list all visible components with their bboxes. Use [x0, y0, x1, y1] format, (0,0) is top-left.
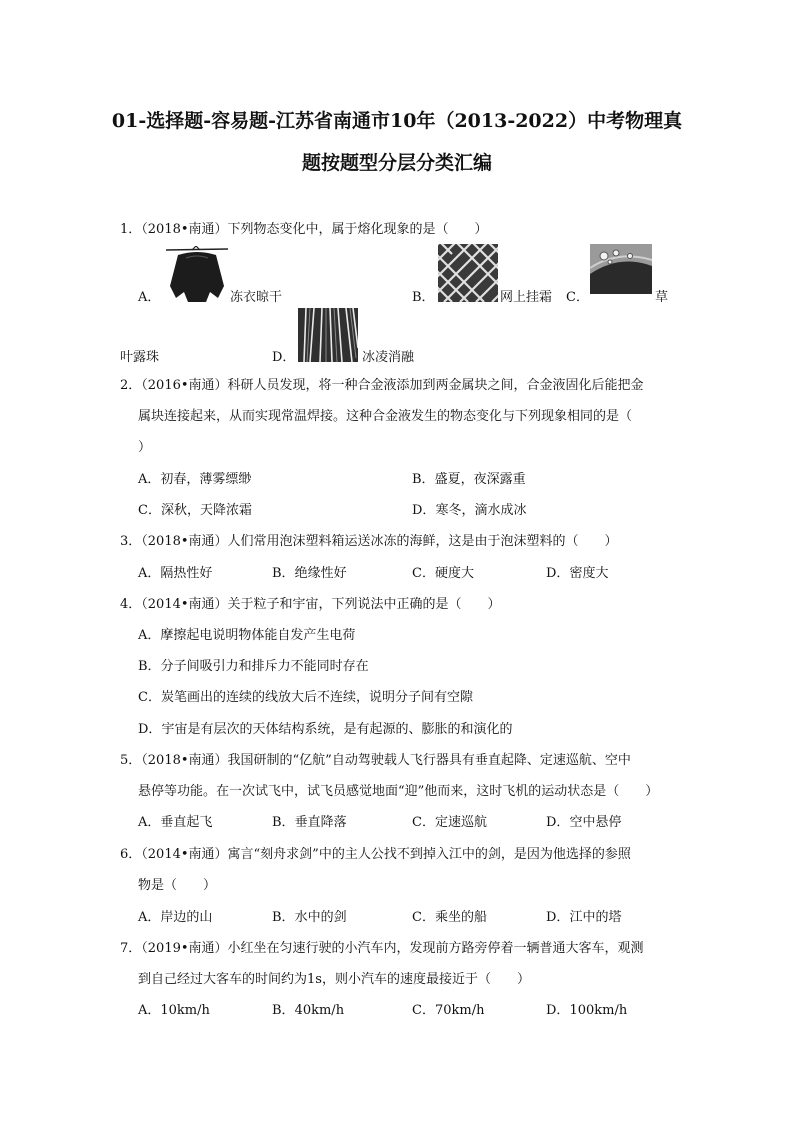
question-1-option-a-text: 冻衣晾干: [230, 290, 283, 305]
question-3-option-c: C．硬度大: [412, 566, 474, 581]
frost-net-image: [438, 244, 498, 302]
question-6-option-c: C．乘坐的船: [412, 910, 487, 925]
question-7-option-b: B．40km/h: [272, 1003, 345, 1018]
question-7-option-c: C．70km/h: [412, 1003, 485, 1018]
question-5-option-b: B．垂直降落: [272, 815, 347, 830]
question-6-stem-line-2: 物是（ ）: [138, 878, 217, 893]
question-1-option-c-text: 草: [655, 290, 669, 305]
question-3-option-a: A．隔热性好: [138, 566, 213, 581]
question-1-option-d-letter: D．: [272, 350, 296, 365]
question-4-option-b: B．分子间吸引力和排斥力不能同时存在: [138, 659, 369, 674]
question-7-stem-line-2: 到自己经过大客车的时间约为1s，则小汽车的速度最接近于（ ）: [138, 972, 530, 987]
question-6-option-d: D．江中的塔: [546, 910, 622, 925]
question-1-option-c-letter: C．: [566, 290, 589, 305]
question-5-option-c: C．定速巡航: [412, 815, 487, 830]
question-2-option-a: A．初春，薄雾缥缈: [138, 472, 252, 487]
question-1-option-a-letter: A．: [138, 290, 161, 305]
question-3-stem: 3．（2018•南通）人们常用泡沫塑料箱运送冰冻的海鲜，这是由于泡沫塑料的（ ）: [120, 534, 618, 549]
question-1-option-b-letter: B．: [412, 290, 435, 305]
question-1-option-b-text: 网上挂霜: [500, 290, 553, 305]
document-title-line-2: 题按题型分层分类汇编: [301, 152, 492, 174]
question-1-option-d-text: 冰凌消融: [362, 350, 415, 365]
question-6-option-a: A．岸边的山: [138, 910, 213, 925]
question-7-stem-line-1: 7．（2019•南通）小红坐在匀速行驶的小汽车内，发现前方路旁停着一辆普通大客车，观测: [120, 941, 644, 956]
question-7-option-a: A．10km/h: [138, 1003, 210, 1018]
question-5-stem-line-1: 5．（2018•南通）我国研制的“亿航”自动驾驶载人飞行器具有垂直起降、定速巡航、空中: [120, 753, 631, 768]
question-2-option-d: D．寒冬，滴水成冰: [412, 503, 527, 518]
frozen-clothes-image: [166, 246, 228, 302]
question-4-option-d: D．宇宙是有层次的天体结构系统，是有起源的、膨胀的和演化的: [138, 722, 513, 737]
question-4-option-a: A．摩擦起电说明物体能自发产生电荷: [138, 628, 356, 643]
question-2-stem-line-1: 2．（2016•南通）科研人员发现，将一种合金液添加到两金属块之间，合金液固化后能把金: [120, 378, 644, 393]
question-4-stem: 4．（2014•南通）关于粒子和宇宙，下列说法中正确的是（ ）: [120, 597, 501, 612]
question-2-stem-line-2: 属块连接起来，从而实现常温焊接。这种合金液发生的物态变化与下列现象相同的是（: [138, 409, 633, 424]
question-1-option-c-text-continued: 叶露珠: [120, 350, 160, 365]
question-6-stem-line-1: 6．（2014•南通）寓言“刻舟求剑”中的主人公找不到掉入江中的剑，是因为他选择的参照: [120, 847, 631, 862]
question-3-option-d: D．密度大: [546, 566, 609, 581]
question-3-option-b: B．绝缘性好: [272, 566, 347, 581]
question-7-option-d: D．100km/h: [546, 1003, 628, 1018]
question-2-option-b: B．盛夏，夜深露重: [412, 472, 526, 487]
question-5-stem-line-2: 悬停等功能。在一次试飞中，试飞员感觉地面“迎”他而来，这时飞机的运动状态是（ ）: [138, 784, 659, 799]
icicle-melting-image: [298, 308, 358, 362]
question-5-option-d: D．空中悬停: [546, 815, 622, 830]
document-title-line-1: 01-选择题-容易题-江苏省南通市10年（2013-2022）中考物理真: [111, 110, 683, 132]
question-4-option-c: C．炭笔画出的连续的线放大后不连续，说明分子间有空隙: [138, 690, 473, 705]
question-5-option-a: A．垂直起飞: [138, 815, 213, 830]
question-2-stem-line-3: ）: [138, 440, 152, 455]
dew-leaf-image: [590, 244, 652, 294]
question-1-stem: 1．（2018•南通）下列物态变化中，属于熔化现象的是（ ）: [120, 222, 488, 237]
question-2-option-c: C．深秋，天降浓霜: [138, 503, 252, 518]
question-6-option-b: B．水中的剑: [272, 910, 347, 925]
